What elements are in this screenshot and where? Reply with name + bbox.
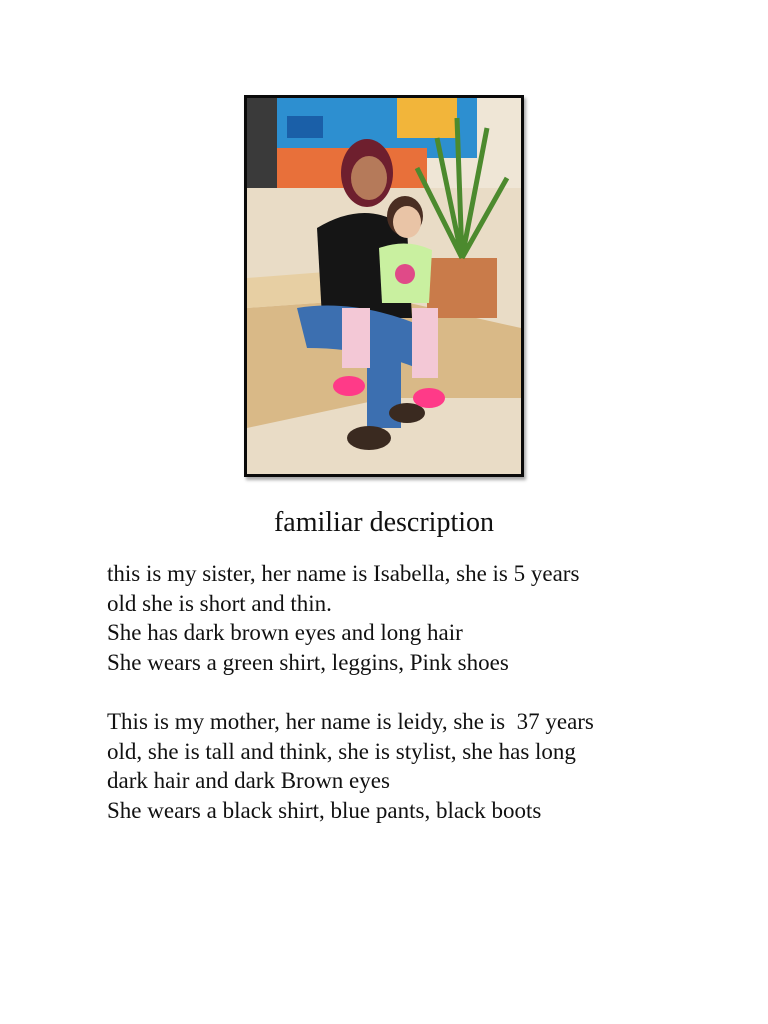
sister-description	[107, 559, 707, 677]
text-line: She has dark brown eyes and long hair	[107, 620, 463, 645]
text-line: old, she is tall and think, she is stylist, she has long	[107, 738, 576, 764]
mother-description	[107, 707, 707, 825]
photo-illustration	[247, 98, 521, 474]
page-title: familiar description	[273, 507, 495, 538]
text-line: This is my mother, her name is leidy, she is 37 years	[107, 709, 594, 734]
text-line: She wears a black shirt, blue pants, black boots	[107, 797, 542, 823]
family-photo	[244, 95, 524, 477]
text-line: this is my sister, her name is Isabella, she is 5 years	[107, 561, 580, 586]
text-line: old she is short and thin.	[107, 590, 332, 616]
text-line: She wears a green shirt, leggins, Pink shoes	[107, 649, 509, 675]
text-line: dark hair and dark Brown eyes	[107, 768, 390, 793]
